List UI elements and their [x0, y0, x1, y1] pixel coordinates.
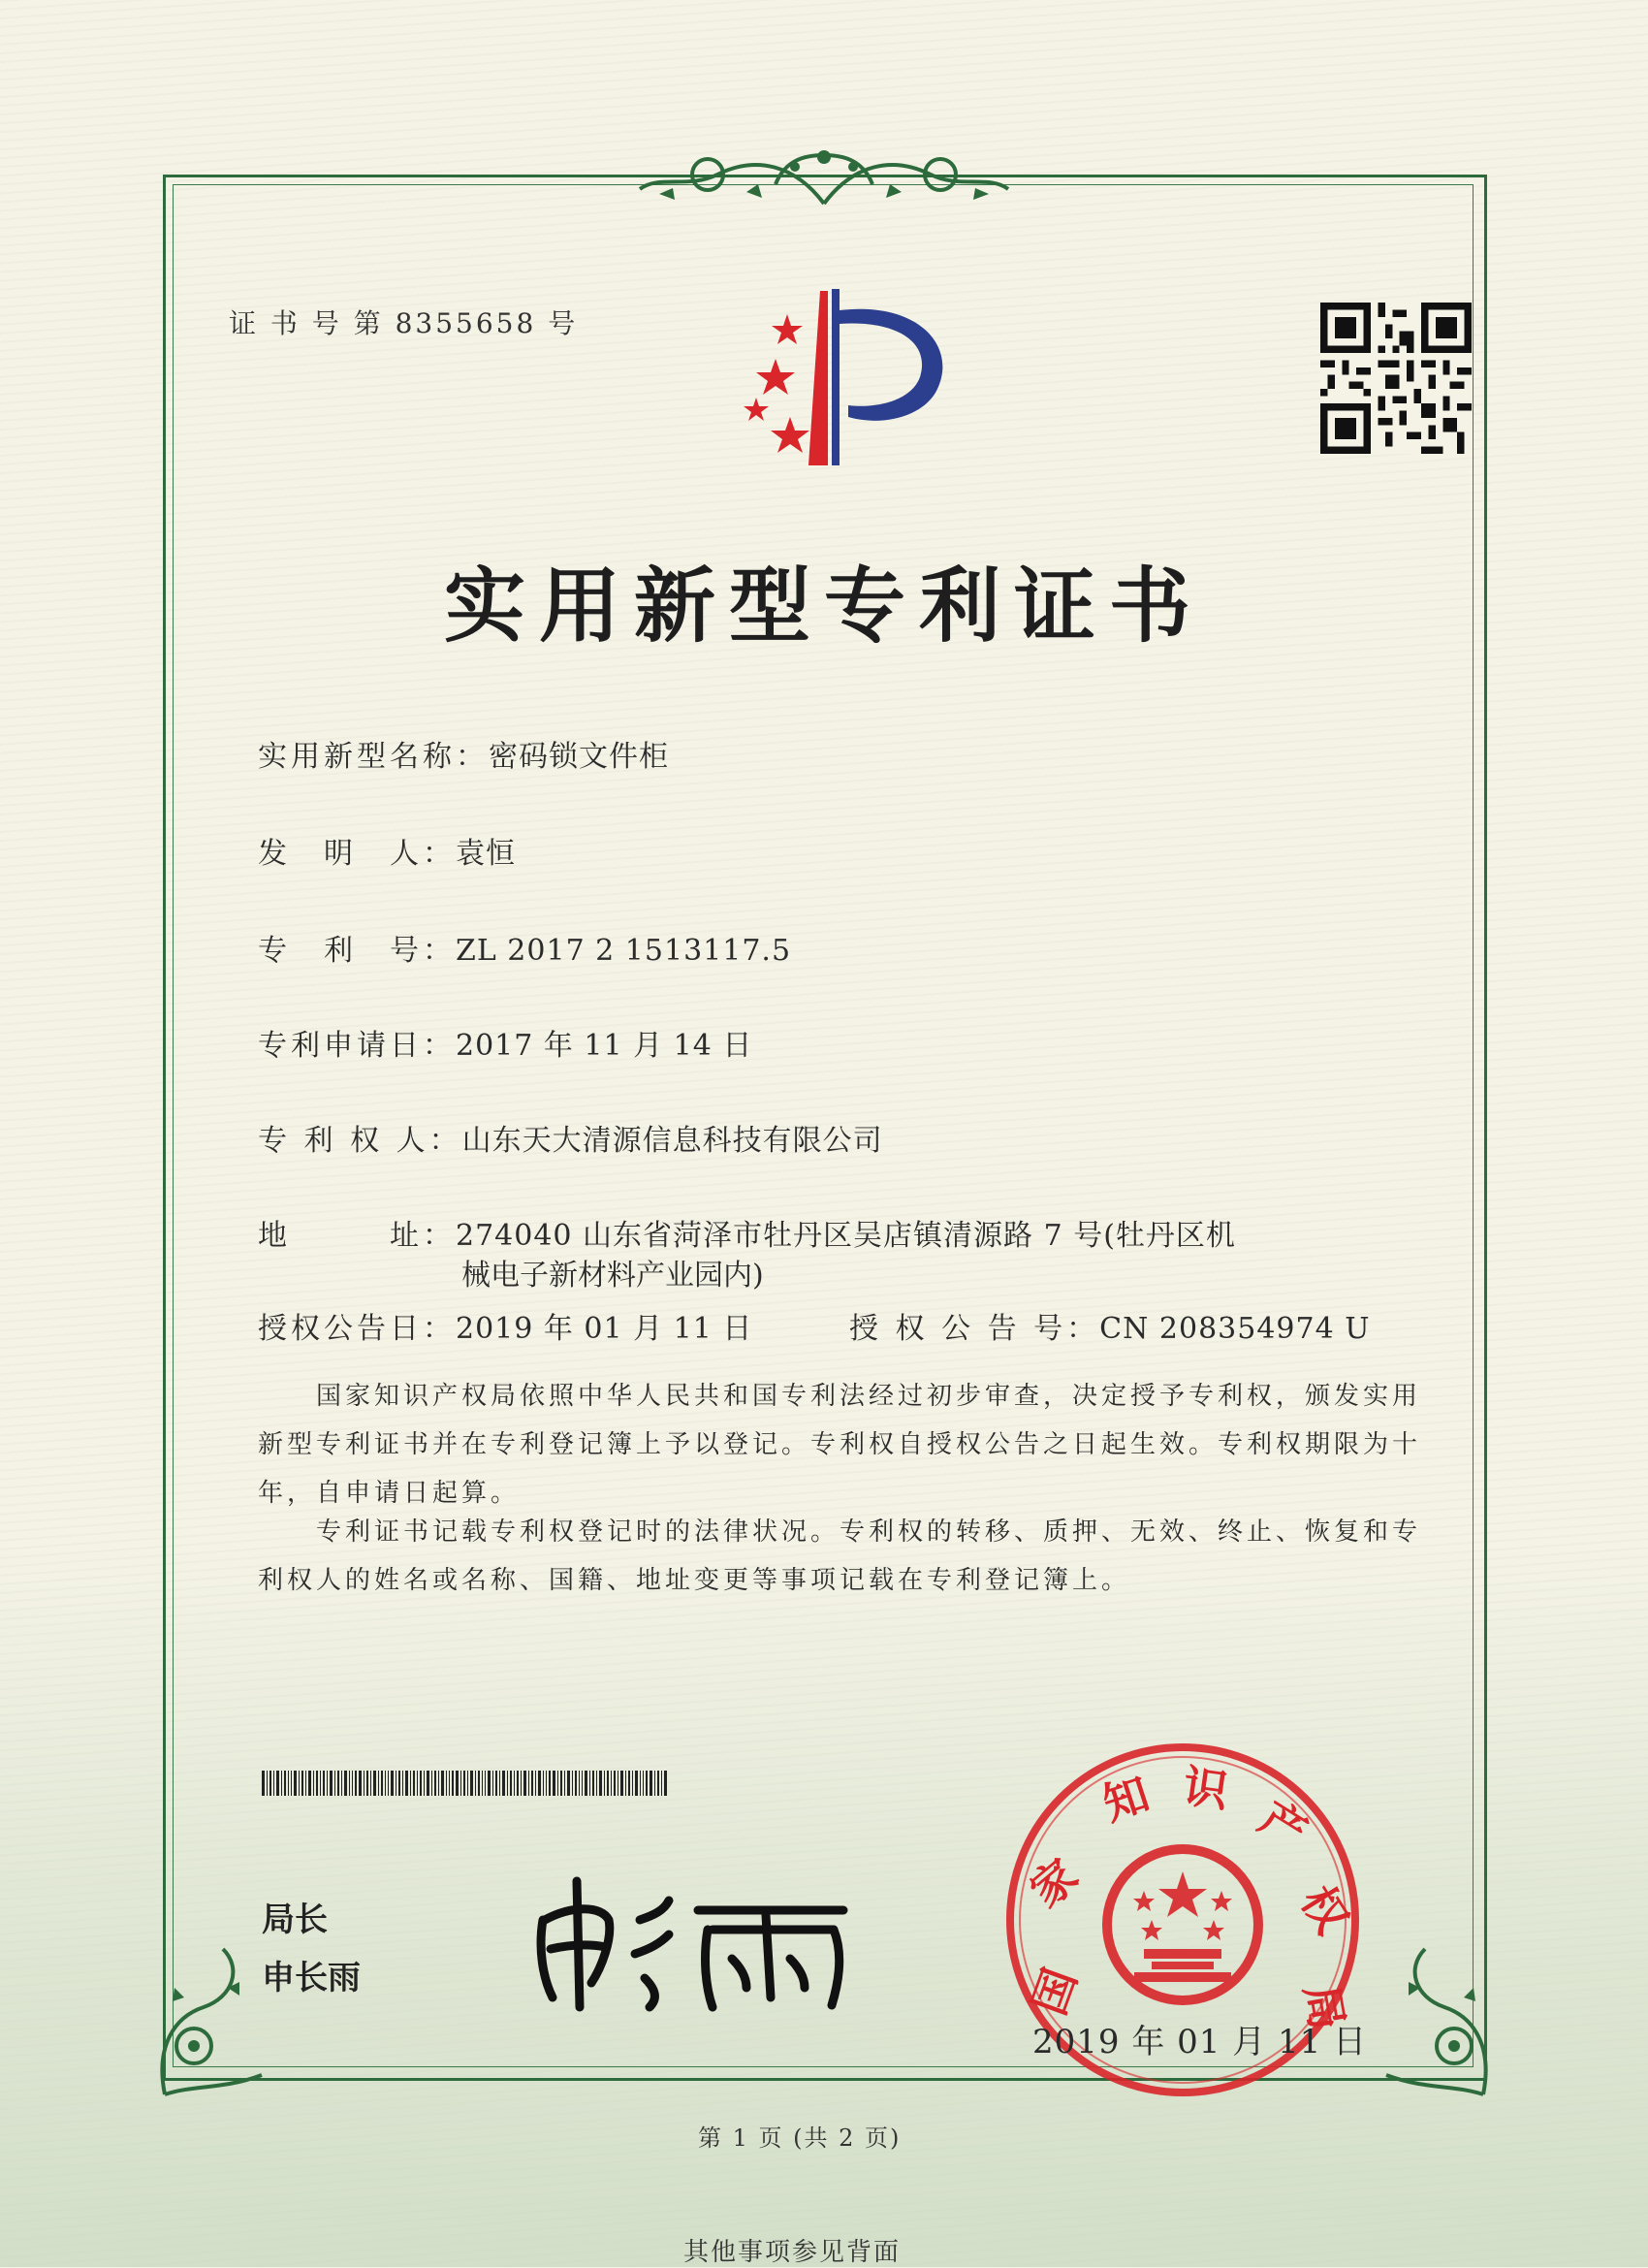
- qr-code-icon: [1320, 303, 1472, 454]
- field-name: [258, 732, 669, 775]
- field-label: 专利申请日：: [258, 1029, 456, 1063]
- field-label: 地 址：: [258, 1219, 456, 1253]
- field-value: 274040 山东省菏泽市牡丹区吴店镇清源路 7 号(牡丹区机: [456, 1219, 1236, 1253]
- field-value: 密码锁文件柜: [489, 740, 669, 774]
- field-patentee: [258, 1116, 883, 1159]
- back-page-note: 其他事项参见背面: [683, 2238, 902, 2267]
- bottom-right-ornament-icon: [1367, 1930, 1512, 2104]
- national-emblem-icon: [1107, 1849, 1258, 2000]
- field-inventor: [258, 829, 516, 872]
- field-value: 袁恒: [456, 837, 516, 871]
- field-value: ZL 2017 2 1513117.5: [456, 934, 792, 968]
- body-paragraph-2: 专利证书记载专利权登记时的法律状况。专利权的转移、质押、无效、终止、恢复和专利权人的姓名或名称、国籍、地址变更等事项记载在专利登记簿上。: [258, 1517, 1422, 1595]
- field-address: [258, 1211, 1236, 1254]
- page-number: 第 1 页 (共 2 页): [698, 2124, 902, 2152]
- field-patent-number: [258, 926, 791, 969]
- field-value: 2017 年 11 月 14 日: [456, 1029, 753, 1063]
- top-ornament-icon: [601, 136, 1047, 223]
- bottom-left-ornament-icon: [136, 1930, 281, 2104]
- seal-char-5: 产: [1250, 1791, 1316, 1860]
- field-label: 专 利 号：: [258, 934, 456, 968]
- seal-char-1: 国: [1022, 1962, 1088, 2022]
- seal-char-6: 权: [1290, 1876, 1359, 1943]
- barcode-icon: [262, 1771, 669, 1796]
- seal-char-2: 家: [1020, 1848, 1089, 1918]
- certificate-title: 实用新型专利证书: [443, 559, 1204, 654]
- field-grant-date: [258, 1304, 752, 1347]
- seal-char-4: 识: [1180, 1759, 1232, 1818]
- signatory-role: 局长: [262, 1901, 328, 1939]
- signatory-name: 申长雨: [262, 1959, 361, 1997]
- seal-char-3: 知: [1096, 1767, 1156, 1832]
- field-label: 授权公告日：: [258, 1312, 456, 1346]
- cnipa-logo-icon: [727, 281, 979, 475]
- field-label: 专 利 权 人：: [258, 1124, 462, 1158]
- seal-char-7: 局: [1294, 1980, 1354, 2034]
- field-label: 实用新型名称：: [258, 740, 489, 774]
- certificate-number: 证 书 号 第 8355658 号: [229, 307, 579, 339]
- field-application-date: [258, 1021, 752, 1064]
- field-label: 发 明 人：: [258, 837, 456, 871]
- field-value: 山东天大清源信息科技有限公司: [461, 1124, 883, 1158]
- field-address-line2: 械电子新材料产业园内): [461, 1259, 764, 1293]
- field-announcement-number: [849, 1304, 1371, 1347]
- field-label: 授 权 公 告 号：: [849, 1312, 1100, 1346]
- seal-date: 2019 年 01 月 11 日: [1032, 2023, 1368, 2061]
- field-value: CN 208354974 U: [1099, 1312, 1371, 1346]
- field-value: 2019 年 01 月 11 日: [456, 1312, 753, 1346]
- body-paragraph-1: 国家知识产权局依照中华人民共和国专利法经过初步审查，决定授予专利权，颁发实用新型专利证书并在专利登记簿上予以登记。专利权自授权公告之日起生效。专利权期限为十年，自申请日起算。: [258, 1382, 1422, 1508]
- handwritten-signature: [523, 1862, 872, 2017]
